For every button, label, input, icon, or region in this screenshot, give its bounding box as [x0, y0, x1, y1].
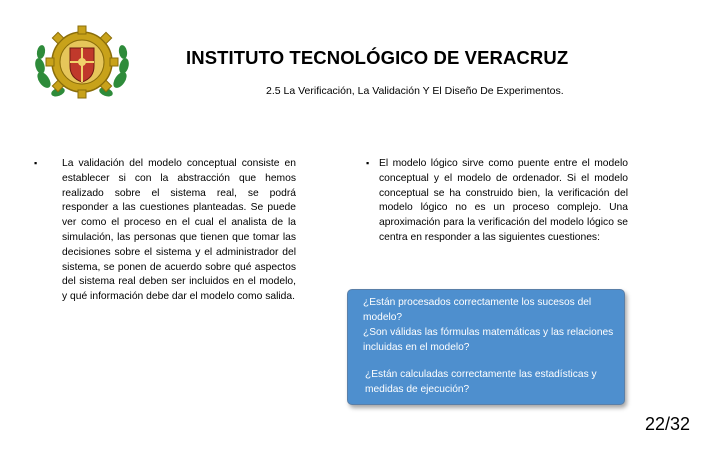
page-number: 22/32	[644, 414, 690, 434]
question-item: ¿Están procesados correctamente los sucesos del modelo?	[363, 297, 592, 324]
right-paragraph: El modelo lógico sirve como puente entre el modelo conceptual y el modelo de ordenador. Si el modelo conceptual se ha construido bien, la verificación del modelo lógico no es un proceso complejo. Una aproximación para la verificación del modelo lógico se centra en responder a las siguientes cuestiones:	[379, 158, 628, 243]
questions-callout	[347, 289, 625, 405]
bullet-marker: ▪	[34, 158, 38, 168]
institute-emblem-icon	[34, 22, 130, 102]
bullet-marker: ▪	[366, 158, 370, 168]
question-item: ¿Están calculadas correctamente las estadísticas y medidas de ejecución?	[365, 369, 597, 396]
question-item: ¿Son válidas las fórmulas matemáticas y las relaciones incluidas en el modelo?	[363, 327, 614, 354]
page-title: INSTITUTO TECNOLÓGICO DE VERACRUZ	[186, 47, 569, 68]
section-subtitle: 2.5 La Verificación, La Validación Y El Diseño De Experimentos.	[266, 85, 564, 97]
left-paragraph: La validación del modelo conceptual consiste en establecer si con la abstracción que hemos realizado sobre el sistema real, se podrá responder a las cuestiones planteadas. Se puede ver como el proceso en el cual el analista de la simulación, las personas que tienen que tomar las decisiones sobre el sistema y el administrador del sistema, se ponen de acuerdo sobre qué aspectos del sistema real deben ser incluidos en el modelo, y qué información debe dar el modelo como salida.	[62, 158, 296, 303]
